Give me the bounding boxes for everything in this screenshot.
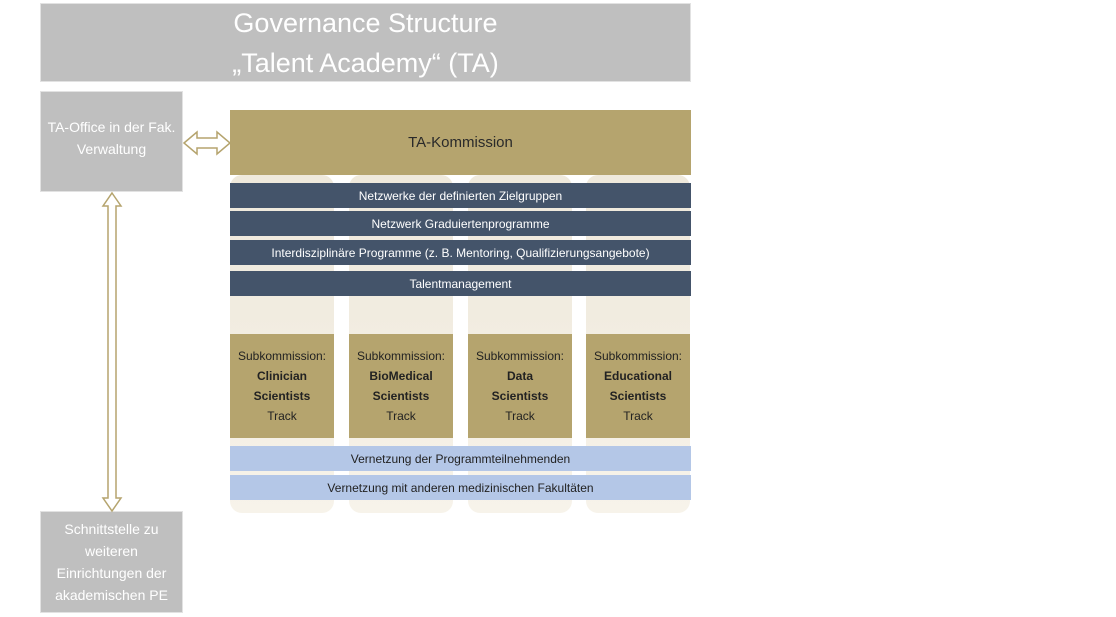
subcommission-name-2: Scientists [372,389,430,403]
horizontal-double-arrow [184,132,230,154]
band-label: Vernetzung mit anderen medizinischen Fakultäten [327,480,594,495]
title-line-1: Governance Structure [233,7,498,38]
band-label: Talentmanagement [409,276,512,291]
subcommission-suffix: Track [386,409,416,423]
vertical-double-arrow [103,193,121,511]
subcommission-name-1: BioMedical [369,369,433,383]
band-label: Netzwerke der definierten Zielgruppen [358,188,563,203]
ta-office-line-2: Verwaltung [76,140,147,157]
subcommission-name-1: Data [506,369,533,383]
subcommission-prefix: Subkommission: [356,349,446,363]
subcommission-name-2: Scientists [491,389,549,403]
title-line-2: „Talent Academy“ (TA) [232,47,499,78]
interface-line-2: weiteren [85,543,138,559]
subcommission-prefix: Subkommission: [475,349,565,363]
subcommission-suffix: Track [623,409,653,423]
subcommission-prefix: Subkommission: [237,349,327,363]
interface-line-4: akademischen PE [55,587,168,603]
ta-office-line-1: TA-Office in der Fak. [47,118,176,135]
interface-line-3: Einrichtungen der [56,565,167,581]
band-label: Netzwerk Graduiertenprogramme [371,216,550,231]
ta-commission-label: TA-Kommission [408,134,513,151]
subcommission-suffix: Track [505,409,535,423]
band-label: Vernetzung der Programmteilnehmenden [350,451,571,466]
subcommission-name-1: Educational [603,369,672,383]
band-label: Interdisziplinäre Programme (z. B. Mentoring, Qualifizierungsangebote) [271,245,650,260]
subcommission-suffix: Track [267,409,297,423]
subcommission-name-1: Clinician [256,369,307,383]
subcommission-prefix: Subkommission: [593,349,683,363]
subcommission-name-2: Scientists [253,389,311,403]
interface-line-1: Schnittstelle zu [64,521,159,537]
subcommission-name-2: Scientists [609,389,667,403]
